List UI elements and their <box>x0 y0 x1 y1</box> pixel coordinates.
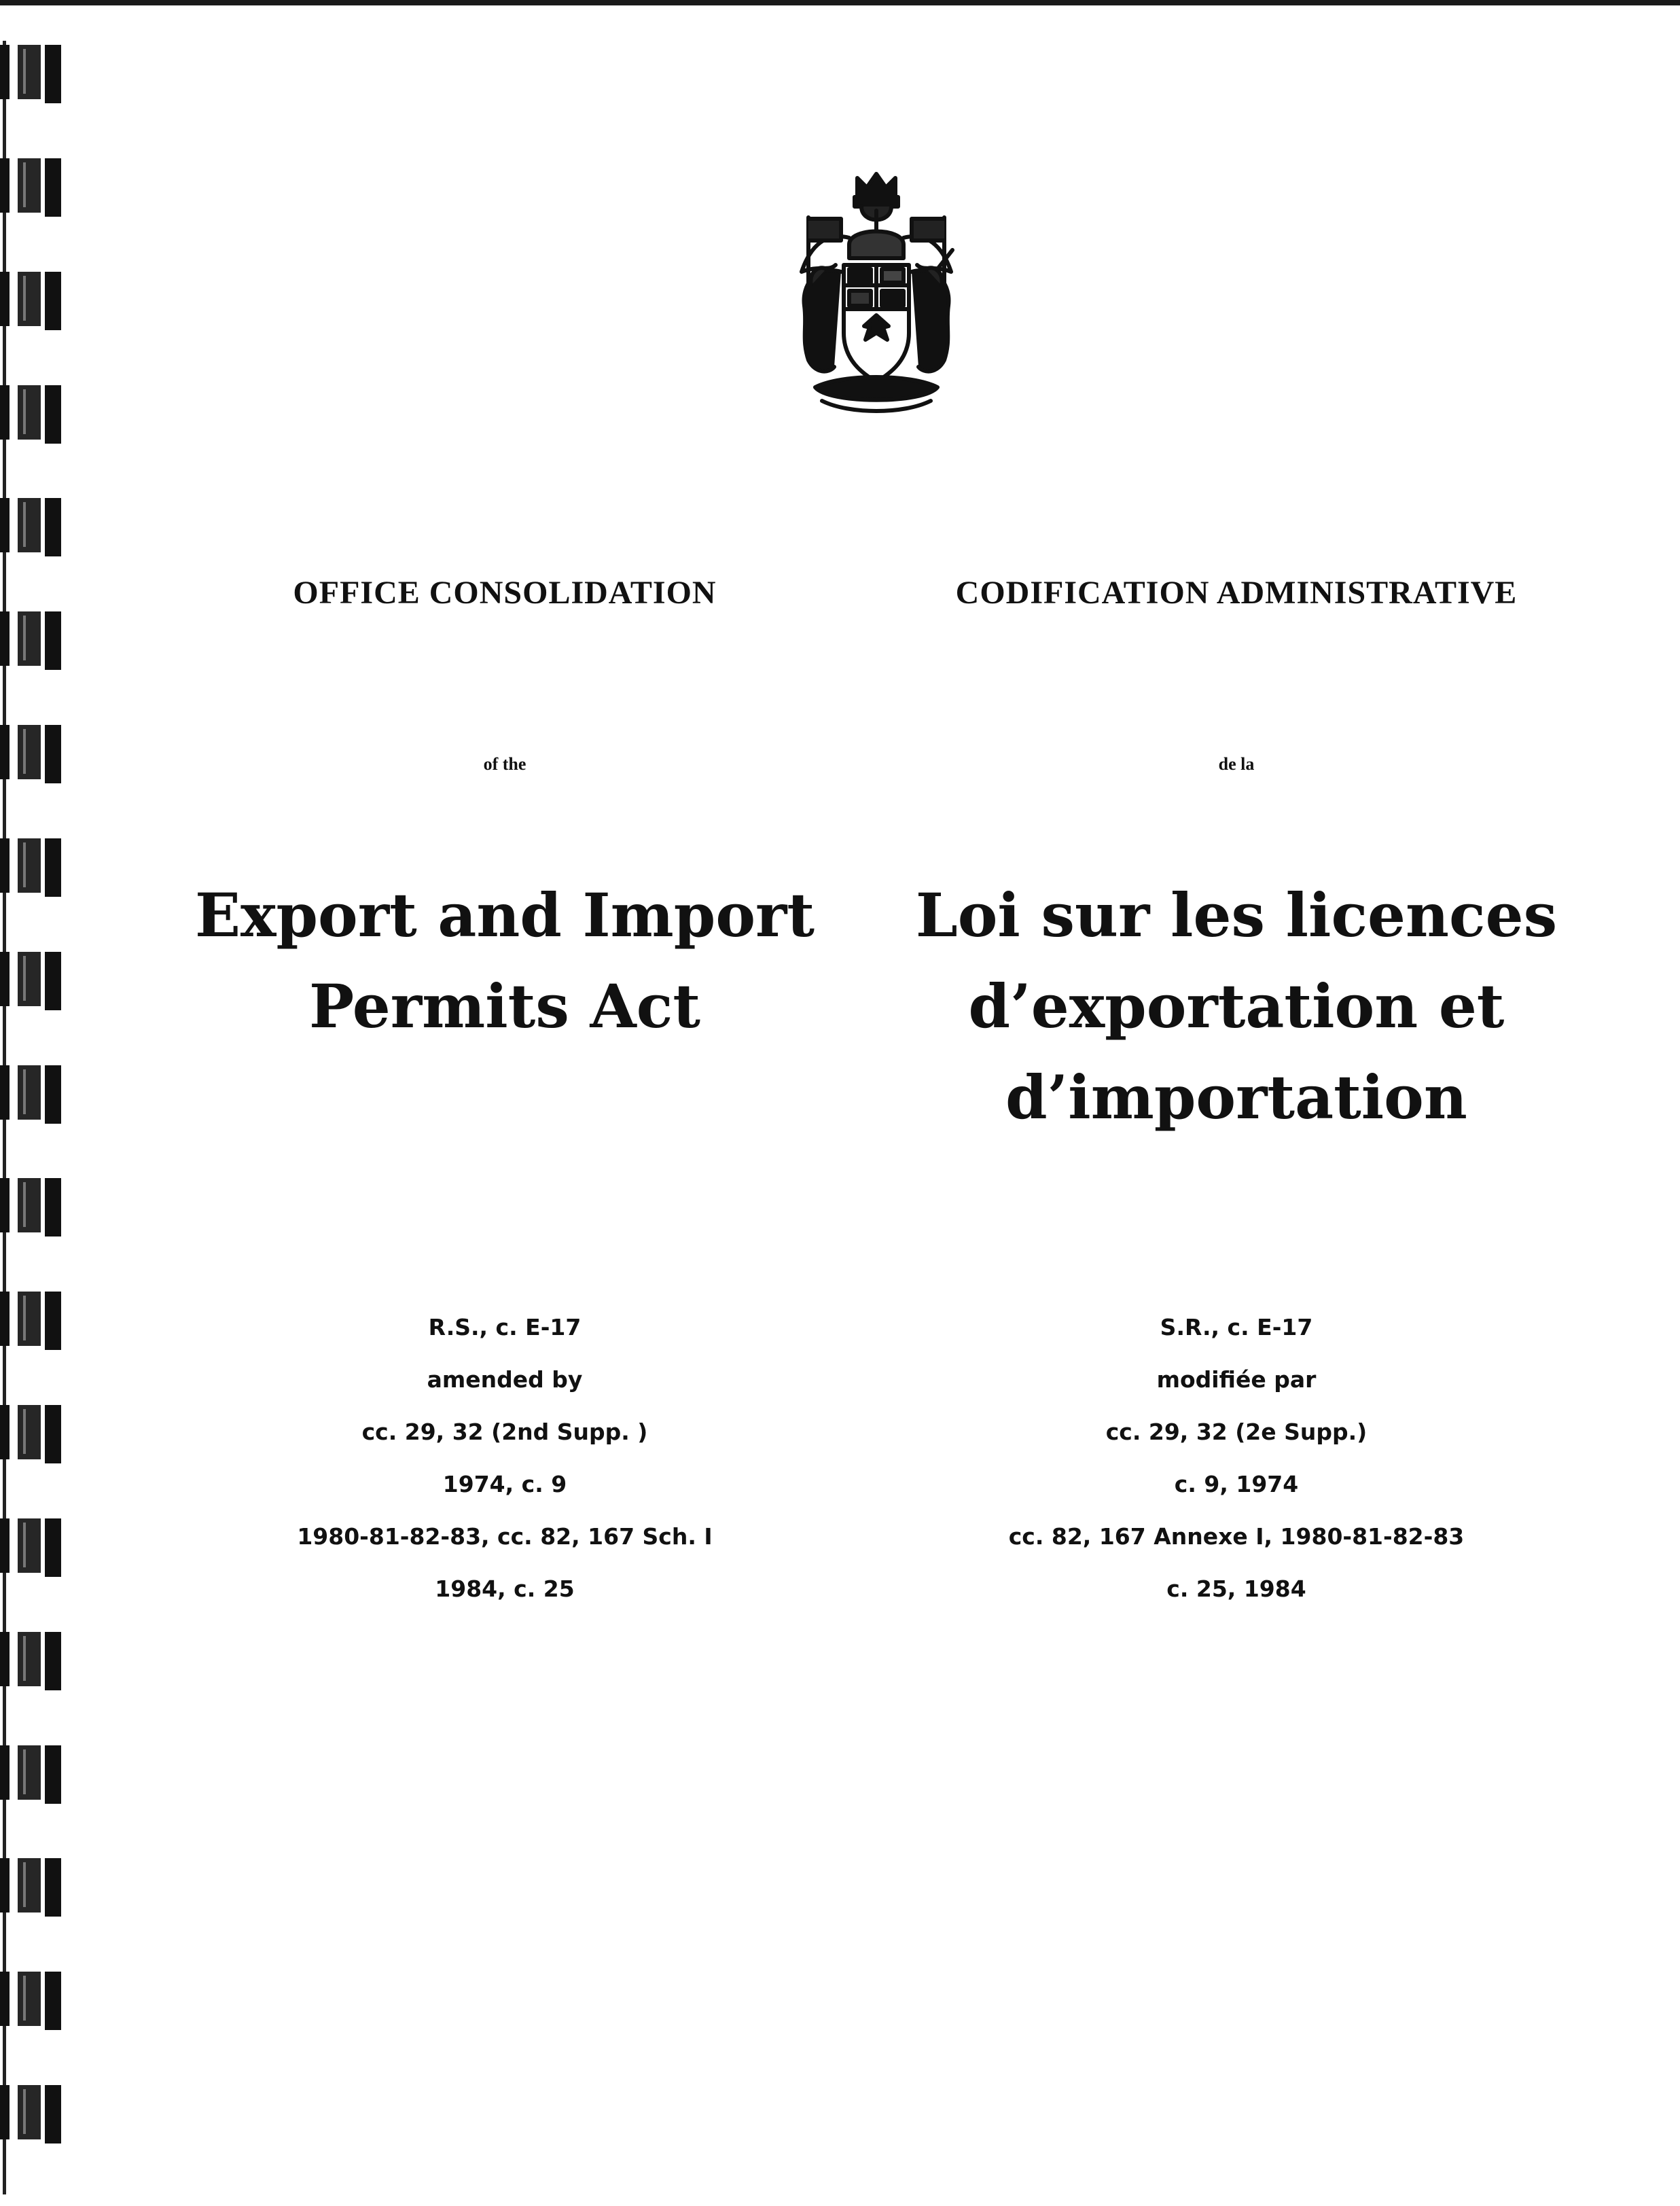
binding-ring-part <box>23 616 26 660</box>
binding-ring-part <box>23 502 26 547</box>
binding-ring-part <box>0 272 10 326</box>
binding-ring <box>0 381 68 444</box>
binding-ring-part <box>23 389 26 434</box>
french-title-line: d’importation <box>1005 1062 1467 1133</box>
english-connector: of the <box>483 754 526 774</box>
binding-ring <box>0 154 68 217</box>
binding-ring-part <box>23 49 26 94</box>
binding-ring-part <box>45 1518 61 1577</box>
binding-ring-part <box>18 158 41 213</box>
binding-ring-part <box>45 611 61 670</box>
binding-ring-part <box>23 729 26 774</box>
citation-line: cc. 29, 32 (2e Supp.) <box>1105 1419 1368 1445</box>
binding-ring-part <box>0 1972 10 2026</box>
binding-ring-part <box>18 2085 41 2139</box>
binding-ring-part <box>23 2089 26 2134</box>
binding-ring-part <box>23 1409 26 1454</box>
binding-ring-part <box>45 45 61 103</box>
binding-ring-part <box>18 838 41 893</box>
citation-line: cc. 29, 32 (2nd Supp. ) <box>361 1419 648 1445</box>
binding-ring <box>0 834 68 897</box>
binding-ring-part <box>0 158 10 213</box>
citation-line: 1984, c. 25 <box>435 1576 575 1602</box>
binding-ring-part <box>23 1296 26 1340</box>
binding-ring-part <box>45 952 61 1010</box>
binding-ring <box>0 1401 68 1463</box>
binding-ring-part <box>18 952 41 1006</box>
binding-ring-part <box>45 2085 61 2143</box>
binding-ring-part <box>45 1405 61 1463</box>
french-connector: de la <box>1218 754 1255 774</box>
binding-ring-part <box>23 1182 26 1227</box>
binding-ring <box>0 721 68 783</box>
spiral-binding <box>0 41 75 2194</box>
binding-ring-part <box>18 1405 41 1459</box>
citation-line: amended by <box>427 1366 583 1393</box>
binding-ring-part <box>18 1178 41 1232</box>
binding-ring-part <box>23 956 26 1001</box>
binding-ring <box>0 1628 68 1690</box>
binding-ring <box>0 1287 68 1350</box>
binding-ring-part <box>0 385 10 440</box>
binding-ring-part <box>45 1972 61 2030</box>
binding-ring-part <box>45 1292 61 1350</box>
binding-ring <box>0 1174 68 1237</box>
english-title <box>165 870 844 1052</box>
binding-ring-part <box>0 45 10 99</box>
binding-ring <box>0 494 68 556</box>
binding-ring-part <box>0 1178 10 1232</box>
binding-ring <box>0 1741 68 1804</box>
citation-line: c. 25, 1984 <box>1166 1576 1306 1602</box>
binding-ring-part <box>23 1523 26 1567</box>
binding-ring-part <box>0 611 10 666</box>
binding-ring-part <box>18 1972 41 2026</box>
english-citations <box>165 1301 844 1615</box>
french-title-line: d’exportation et <box>968 971 1505 1042</box>
english-column <box>165 0 844 1698</box>
binding-ring-part <box>45 1178 61 1237</box>
binding-ring <box>0 1061 68 1124</box>
binding-ring-part <box>18 1632 41 1686</box>
binding-ring-part <box>45 725 61 783</box>
citation-line: cc. 82, 167 Annexe I, 1980-81-82-83 <box>1008 1523 1465 1550</box>
french-title-line: Loi sur les licences <box>915 880 1558 950</box>
citation-line: 1980-81-82-83, cc. 82, 167 Sch. I <box>297 1523 713 1550</box>
binding-ring-part <box>18 45 41 99</box>
english-title-line: Permits Act <box>308 971 701 1042</box>
binding-ring-part <box>18 272 41 326</box>
binding-ring-part <box>23 1069 26 1114</box>
binding-ring <box>0 1854 68 1917</box>
binding-ring-part <box>23 842 26 887</box>
binding-ring <box>0 1968 68 2030</box>
citation-line: S.R., c. E-17 <box>1160 1314 1313 1340</box>
citation-line: modifiée par <box>1156 1366 1317 1393</box>
binding-ring-part <box>18 1065 41 1120</box>
citation-line: c. 9, 1974 <box>1174 1471 1299 1497</box>
binding-ring <box>0 1514 68 1577</box>
binding-ring-part <box>0 1065 10 1120</box>
binding-ring-part <box>18 498 41 552</box>
binding-ring-part <box>18 385 41 440</box>
binding-ring-part <box>23 1749 26 1794</box>
binding-ring-part <box>45 158 61 217</box>
english-title-line: Export and Import <box>194 880 815 950</box>
binding-ring <box>0 268 68 330</box>
binding-ring-part <box>0 725 10 779</box>
binding-ring <box>0 2081 68 2143</box>
binding-ring-part <box>45 1632 61 1690</box>
english-heading: OFFICE CONSOLIDATION <box>293 575 717 611</box>
binding-ring-part <box>18 1518 41 1573</box>
binding-ring-part <box>18 611 41 666</box>
binding-ring-part <box>18 1292 41 1346</box>
binding-ring-part <box>0 1632 10 1686</box>
binding-ring <box>0 607 68 670</box>
citation-line: 1974, c. 9 <box>442 1471 567 1497</box>
binding-ring-part <box>0 1518 10 1573</box>
binding-ring-part <box>0 1858 10 1913</box>
binding-ring-part <box>0 1405 10 1459</box>
binding-ring-part <box>0 2085 10 2139</box>
french-title <box>897 870 1576 1143</box>
binding-ring-part <box>45 1065 61 1124</box>
binding-ring-part <box>45 1745 61 1804</box>
binding-ring-part <box>0 498 10 552</box>
binding-ring-part <box>45 385 61 444</box>
french-heading: CODIFICATION ADMINISTRATIVE <box>955 575 1518 611</box>
binding-ring <box>0 948 68 1010</box>
binding-ring-part <box>45 1858 61 1917</box>
binding-ring-part <box>18 725 41 779</box>
binding-ring-part <box>23 1636 26 1681</box>
binding-ring-part <box>45 498 61 556</box>
binding-ring <box>0 41 68 103</box>
binding-ring-part <box>23 162 26 207</box>
binding-ring-part <box>0 952 10 1006</box>
french-citations <box>897 1301 1576 1615</box>
binding-ring-part <box>18 1745 41 1800</box>
binding-ring-part <box>23 1976 26 2021</box>
binding-ring-part <box>23 276 26 321</box>
binding-ring-part <box>0 1292 10 1346</box>
binding-ring-part <box>45 272 61 330</box>
binding-ring-part <box>45 838 61 897</box>
binding-ring-part <box>18 1858 41 1913</box>
binding-ring-part <box>23 1862 26 1907</box>
binding-ring-part <box>0 1745 10 1800</box>
citation-line: R.S., c. E-17 <box>428 1314 582 1340</box>
binding-ring-part <box>0 838 10 893</box>
french-column <box>897 0 1576 1698</box>
